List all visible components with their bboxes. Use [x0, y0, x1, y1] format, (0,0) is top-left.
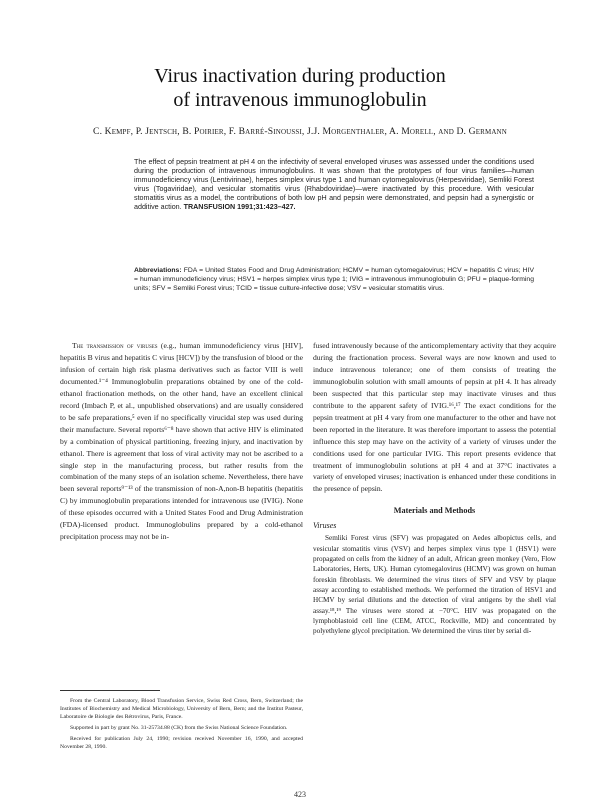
- lead-in-words: The transmission of viruses: [72, 341, 158, 350]
- subsection-heading: Viruses: [313, 521, 337, 531]
- page-number: 423: [294, 790, 306, 799]
- title-line-1: Virus inactivation during production: [154, 65, 446, 87]
- body-column-right: [313, 340, 556, 637]
- journal-citation: TRANSFUSION 1991;31:423–427.: [183, 203, 296, 212]
- title-line-2: of intravenous immunoglobulin: [173, 89, 427, 111]
- abstract: [134, 158, 534, 213]
- abbreviations-block: [134, 266, 534, 293]
- continued-paragraph: fused intravenously because of the anticomplementary activity that they acquire during the fractionation process. Several ways are now known and used to induce intravenous tolerance; one of them consists of treating the immunoglobulin solution with small amounts of pepsin at pH 4. It has already been suspected that this particular step may inactivate viruses and thus contribute to the apparent safety of IVIG.¹⁶,¹⁷ The exact conditions for the pepsin treatment at pH 4 vary from one manufacturer to the other and have not been reported in the literature. It was therefore important to assess the potential influence this step may have on the activity of a variety of viruses under the conditions used for one particular IVIG. This report presents evidence that treatment of immunoglobulin solutions at pH 4 and at 37°C inactivates a variety of enveloped viruses; inactivation is enhanced under these conditions in the presence of pepsin.: [313, 341, 556, 494]
- received-note: Received for publication July 24, 1990; revision received November 16, 1990, and accepted November 28, 1990.: [60, 736, 303, 751]
- intro-paragraph: [60, 340, 303, 543]
- affiliation-note: From the Central Laboratory, Blood Transfusion Service, Swiss Red Cross, Bern, Switzerland; the Institutes of Biochemistry and Medical Microbiology, University of Bern, Bern; and the Institut Pasteur, Laboratoire de Biologie des Rétrovirus, Paris, France.: [60, 698, 303, 721]
- body-column-left: [60, 340, 303, 543]
- author-list: C. Kempf, P. Jentsch, B. Poirier, F. Barré-Sinoussi, J.J. Morgenthaler, A. Morell, and D. Germann: [93, 126, 507, 137]
- article-title: [60, 64, 540, 112]
- support-note: Supported in part by grant No. 31-25734.88 (CK) from the Swiss National Science Foundation.: [70, 725, 288, 732]
- abstract-text: The effect of pepsin treatment at pH 4 on the infectivity of several enveloped viruses was assessed under the conditions used during the production of intravenous immunoglobulins. It was shown that the prototypes of four virus families—human immunodeficiency virus (Lentivirinae), herpes simplex virus type 1 and human cytomegalovirus (Herpesviridae), Semliki Forest virus (Togaviridae), and vesicular stomatitis virus (Rhabdoviridae)—were inactivated by this procedure. With vesicular stomatitis virus as a model, the contributions of both low pH and pepsin were demonstrated, and pepsin had a synergistic or additive action.: [134, 158, 534, 212]
- abbreviations-label: Abbreviations:: [134, 267, 182, 274]
- methods-paragraph: Semliki Forest virus (SFV) was propagated on Aedes albopictus cells, and vesicular stomatitis virus (VSV) and herpes simplex virus type 1 (HSV1) were propagated on cells from the kidney of an adult, African green monkey (Vero, Flow Laboratories, Herts, UK). Human cytomegalovirus (HCMV) was grown on human foreskin fibroblasts. We determined the virus titers of SFV and VSV by plaque assay according to established methods. We performed the titration of HSV1 and HCMV by serial dilutions and the detection of viral antigens by the shell vial assay.¹⁸,¹⁹ The viruses were stored at −70°C. HIV was propagated on the lymphoblastoid cell line (CEM, ATCC, Rockville, MD) and concentrated by polyethylene glycol precipitation. We determined the virus titer by serial di-: [313, 534, 556, 636]
- section-heading: Materials and Methods: [393, 506, 476, 516]
- footnote-divider: [60, 690, 160, 691]
- abbreviations-text: FDA = United States Food and Drug Administration; HCMV = human cytomegalovirus; HCV = hepatitis C virus; HIV = human immunodeficiency virus; HSV1 = herpes simplex virus type 1; IVIG = intravenous immunoglobulin G; PFU = plaque-forming units; SFV = Semliki Forest virus; TCID = tissue culture-infective dose; VSV = vesicular stomatitis virus.: [134, 267, 535, 292]
- footnotes: [60, 697, 303, 755]
- intro-text: (e.g., human immunodeficiency virus [HIV], hepatitis B virus and hepatitis C virus [HCV]) by the transfusion of blood or the infusion of certain high risk plasma derivatives such as factor VIII is well documented.¹⁻⁴ Immunoglobulin preparations obtained by one of the cold-ethanol fractionation methods, on the other hand, have an excellent clinical record (Imbach P, et al., unpublished observations) and are usually considered to be safe preparations,⁵ even if no specifically virucidal step was used during their manufacture. Several reports⁶⁻⁸ have shown that active HIV is eliminated by a combination of physical partitioning, freezing injury, and inactivation by ethanol. There is agreement that loss of viral activity may not be ascribed to a single step in the manufacturing process, but rather results from the combination of the many steps of an isolation scheme. Nevertheless, there have been several reports⁹⁻¹³ of the transmission of non-A,non-B hepatitis (hepatitis C) by immunoglobulin preparations intended for intravenous use (IVIG). None of these episodes occurred with a United States Food and Drug Administration (FDA)-licensed product. Immunoglobulins prepared by a cold-ethanol precipitation process may not be in-: [60, 341, 303, 542]
